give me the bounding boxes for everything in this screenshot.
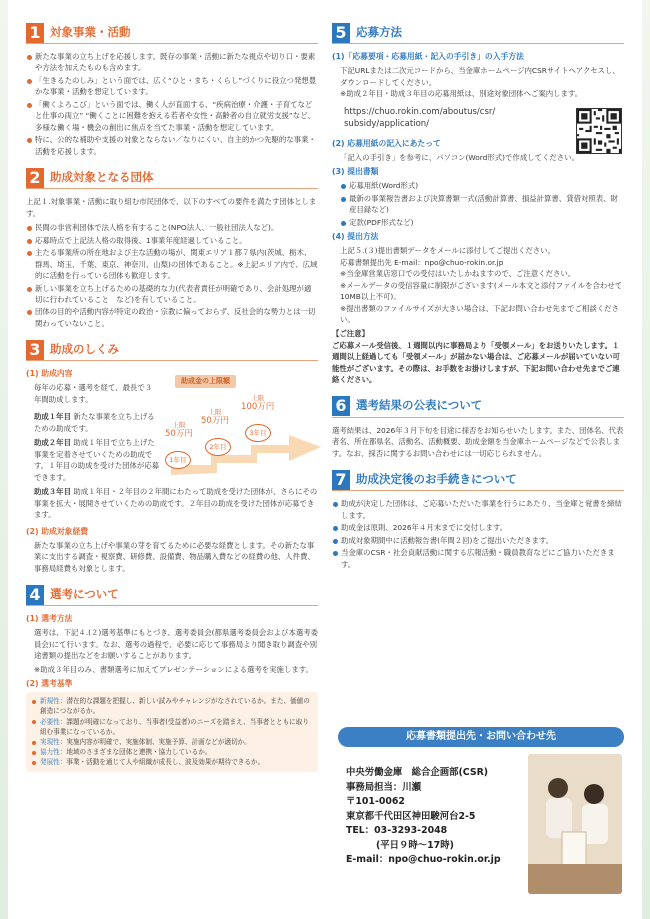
subsection-title: (1)「応募要項・応募用紙・記入の手引き」の入手方法: [332, 52, 524, 61]
caution-text: ご応募メール受信後、１週間以内に事務局より「受領メール」をお送りいたします。１週間以上経過しても「受領メール」が届かない場合は、ご応募メールが届いていない可能性がございます。その際は、お手数をお掛けしますが、下記お問い合わせ先までご連絡ください。: [332, 340, 620, 385]
year-badge: 1年目: [165, 451, 191, 469]
criteria-key: 新規性: [40, 697, 60, 706]
cap-label-year3: [241, 395, 274, 412]
contact-phone[interactable]: TEL：03-3293-2048: [346, 825, 448, 837]
contact-address: 東京都千代田区神田駿河台2-5: [346, 810, 476, 822]
cap-label-year2: [201, 409, 229, 426]
bullet-list: [26, 222, 318, 329]
cap-label-year1: [165, 422, 193, 439]
section-title: 選考結果の公表について: [356, 398, 483, 413]
bullet-list: [26, 51, 318, 157]
cap-amount: 50万円: [201, 415, 229, 426]
method-note: ※助成３年目のみ、書類選考に加えてプレゼンテーションによる選考を実施します。: [34, 664, 313, 674]
year3-desc: [26, 486, 318, 520]
right-column: [332, 22, 624, 580]
section-header: [26, 584, 318, 606]
section-number: 5: [332, 23, 350, 43]
graph-label: 助成金の上限額: [175, 375, 236, 388]
section-title: 対象事業・活動: [50, 24, 131, 39]
url-line: https://chuo.rokin.com/aboutus/csr/: [344, 107, 496, 118]
contact-org: 中央労働金庫 総合企画部(CSR): [346, 767, 489, 778]
section-grant-structure: [26, 339, 318, 574]
section-number: 7: [332, 470, 350, 490]
list-item: 新しい事業を立ち上げるための基礎的な力(代表者責任が明確であり、会計処理が適切に行われていること など)を有していること。: [26, 283, 318, 306]
subsection-title: (1) 助成内容: [26, 369, 73, 379]
office-photo: [528, 754, 622, 894]
expense-text: 新たな事業の立ち上げや事業の芽を育てるために必要な経費とします。その新たな事業に支出する調査・視察費、研修費、設備費、物品購入費などの経費の他、人件費、事務局経費も対象とします。: [34, 540, 315, 573]
criteria-list: [26, 692, 318, 772]
criteria-item: [32, 757, 312, 767]
year2-desc: [26, 437, 160, 483]
section-number: 6: [332, 396, 350, 416]
criteria-key: 協力性: [40, 748, 60, 757]
cap-text: 上限: [251, 394, 265, 403]
section-header: [332, 22, 624, 44]
section-title: 選考について: [50, 586, 119, 601]
list-item: 主たる事業所の所在地および主な活動の場が、関東エリア１都７県内(茨城、栃木、群馬、埼玉、千葉、東京、神奈川、山梨)の団体であること。※上記エリア内で、広域的に活動を行っている団体も歓迎します。: [26, 247, 318, 281]
grant-cap-graphic: [161, 375, 321, 485]
section-selection: [26, 584, 318, 772]
list-item: 民間の非営利団体で法人格を有すること(NPO法人、一般社団法人など)。: [26, 222, 318, 233]
people-photo-icon: [528, 754, 622, 894]
section-results: [332, 396, 624, 459]
results-text: 選考結果は、2026年３月下旬を目途に採否をお知らせいたします。また、団体名、代表者名、所在都県名、活動名、活動概要、助成金額を当金庫ホームページなどで公表します。なお、採否に関するお問い合わせには一切応じられません。: [332, 425, 624, 458]
contact-info: [346, 766, 501, 868]
criteria-item: [32, 737, 312, 747]
year-text: 助成１年目・２年目の２年間にわたって助成を受けた団体が、さらにその事業を拡大・展開させていくための助成です。２年目の助成を受けた団体が応募できます。: [34, 487, 318, 520]
submit-email[interactable]: 応募書類提出先 E-mail：npo@chuo-rokin.or.jp: [340, 257, 504, 267]
list-item: 助成が決定した団体は、ご応募いただいた事業を行うにあたり、当金庫と覚書を締結します。: [332, 498, 624, 521]
criteria-key: 必要性: [40, 717, 60, 726]
documents-list: [332, 180, 624, 228]
criteria-item: [32, 696, 312, 716]
caution-heading: 【ご注意】: [332, 329, 369, 339]
section-number: 1: [26, 23, 44, 43]
download-text: 下記URLまたは二次元コードから、当金庫ホームページ内CSRサイトへアクセスし、ダウンロードしてください。: [340, 66, 620, 87]
list-item: 助成対象期間中に活動報告書(年間２回)をご提出いただきます。: [332, 535, 624, 546]
page-edge-left: [0, 0, 8, 919]
year-text: 助成１年目で立ち上げた事業を定着させていくための助成です。１年目の助成を受けた団体が応募できます。: [34, 438, 160, 482]
cap-amount: 50万円: [165, 428, 193, 439]
section-header: [332, 469, 624, 491]
section-eligible-groups: [26, 167, 318, 329]
criteria-key: 発展性: [40, 758, 60, 767]
section-application: [332, 22, 624, 386]
submit-note: ※メールデータの受信容量に制限がございます(メール本文と添付ファイルを合わせて10MB以上不可)。: [340, 280, 623, 302]
subsection-title: (2) 応募用紙の記入にあたって: [332, 138, 441, 148]
list-item: 「働くよろこび」という面では、働く人が直面する、“疾病治療・介護・子育てなどと仕事の両立” “働くことに困難を抱える若者や女性・高齢者の自立就労支援”など、多様な働く場・機会の創出に焦点を当てた事業・活動を想定しています。: [26, 99, 318, 133]
subsection-title: (2) 助成対象経費: [26, 526, 89, 536]
list-item: 応募時点で上記法人格の取得後、1事業年度経過していること。: [26, 235, 318, 246]
section-header: [26, 22, 318, 44]
list-item: 助成金は原則、2026年４月末までに交付します。: [332, 522, 624, 533]
form-text: 「記入の手引き」を参考に、パソコン(Word形式)で作成してください。: [340, 152, 579, 162]
list-item: 新たな事業の立ち上げを応援します。既存の事業・活動に新たな視点や切り口・要素や方法を加えたものも含めます。: [26, 51, 318, 74]
section-number: 2: [26, 168, 44, 188]
left-column: [26, 22, 318, 782]
year-label: 助成３年目: [34, 487, 71, 497]
cap-text: 上限: [208, 408, 222, 417]
list-item: 定款(PDF形式など): [340, 217, 624, 228]
section-title: 助成のしくみ: [50, 341, 119, 356]
year-text: 新たな事業を立ち上げるための助成です。: [34, 412, 155, 433]
section-target-activities: [26, 22, 318, 157]
qr-code-icon[interactable]: [576, 108, 622, 154]
submit-text: 上記５.(３)提出書類データをメールに添付してご提出ください。: [340, 246, 555, 256]
url-line: subsidy/application/: [344, 118, 430, 129]
contact-banner: 応募書類提出先・お問い合わせ先: [338, 727, 624, 747]
submit-note: ※当金庫営業店窓口での受付はいたしかねますので、ご注意ください。: [340, 269, 576, 279]
list-item: 「生きるたのしみ」という面では、広く“ひと・まち・くらし”づくりに役立つ発想豊かな事業・活動を想定しています。: [26, 75, 318, 98]
contact-person: 事務局担当：川瀬: [346, 781, 422, 793]
list-item: 当金庫のCSR・社会貢献活動に関する広報活動・職員教育などにご協力いただきます。: [332, 547, 624, 570]
list-item: 最新の事業報告書および決算書類一式(活動計算書、損益計算書、貸借対照表、財産目録など): [340, 193, 624, 216]
section-number: 4: [26, 585, 44, 605]
section-title: 助成決定後のお手続きについて: [356, 471, 517, 486]
subsection-title: (4) 提出方法: [332, 232, 379, 242]
criteria-value: ：実施内容が明確で、実施体制、実施予算、計画などが適切か。: [59, 738, 251, 746]
section-title: 応募方法: [356, 24, 402, 39]
list-item: 特に、公的な補助や支援の対象とならない／なりにくい、自主的かつ先駆的な事業・活動を応援します。: [26, 134, 318, 157]
cap-text: 上限: [172, 421, 186, 430]
criteria-value: ：地域のさまざまな団体と連携・協力しているか。: [59, 748, 212, 757]
section-title: 助成対象となる団体: [50, 169, 154, 184]
subsection-title: (3) 提出書類: [332, 167, 379, 177]
list-item: 応募用紙(Word形式): [340, 180, 624, 191]
section-intro: 上記１.対象事業・活動に取り組む市民団体で、以下のすべての要件を満たす団体とします。: [26, 197, 317, 218]
criteria-item: [32, 717, 312, 737]
year-badge: 3年目: [245, 424, 271, 442]
criteria-key: 実現性: [40, 738, 60, 746]
section-after-approval: [332, 469, 624, 570]
subsection-title: (2) 選考基準: [26, 679, 73, 689]
contact-email[interactable]: E-mail：npo@chuo-rokin.or.jp: [346, 854, 501, 866]
contact-hours: (平日９時〜17時): [376, 839, 454, 851]
page-edge-right: [642, 0, 650, 919]
year-label: 助成１年目: [34, 412, 71, 422]
method-text: 選考は、下記４.(２)選考基準にもとづき、選考委員会(都県選考委員会および本選考委員会)にて行います。なお、選考の過程で、必要に応じて事務局より聞き取り調査や別途書類の提出などをお願いすることがあります。: [34, 628, 319, 661]
year-badge: 2年目: [205, 438, 231, 456]
criteria-value: ：事業・活動を通じて人や組織が成長し、波及効果が期待できるか。: [59, 758, 265, 767]
criteria-value: ：潜在的な課題を把握し、新しい試みやチャレンジがなされているか。また、価値の創造につながるか。: [40, 697, 310, 716]
year1-desc: [26, 411, 160, 434]
year-label: 助成２年目: [34, 438, 71, 448]
subsection-title: (1) 選考方法: [26, 614, 73, 624]
intro-text: 毎年の応募・選考を経て、最長で３年間助成します。: [34, 383, 153, 404]
section-header: [332, 396, 624, 418]
bullet-list: [332, 498, 624, 570]
section-header: [26, 339, 318, 361]
criteria-value: ：課題が明確になっており、当事者(受益者)のニーズを踏まえ、当事者とともに取り組む事業になっているか。: [40, 717, 309, 736]
submit-note: ※提出書類のファイルサイズが大きい場合は、下記お問い合わせ先までご相談ください。: [340, 303, 619, 324]
download-note: ※助成２年目・助成３年目の応募用紙は、別途対象団体へご案内します。: [340, 89, 583, 99]
cap-amount: 100万円: [241, 401, 275, 412]
growth-arrow-icon: [171, 435, 321, 475]
contact-zip: 〒101-0062: [346, 796, 405, 808]
section-header: [26, 167, 318, 189]
section-number: 3: [26, 340, 44, 360]
criteria-item: [32, 747, 312, 757]
list-item: 団体の目的や活動内容が特定の政治・宗教に偏っておらず、反社会的な勢力とは一切関わっていないこと。: [26, 306, 318, 329]
